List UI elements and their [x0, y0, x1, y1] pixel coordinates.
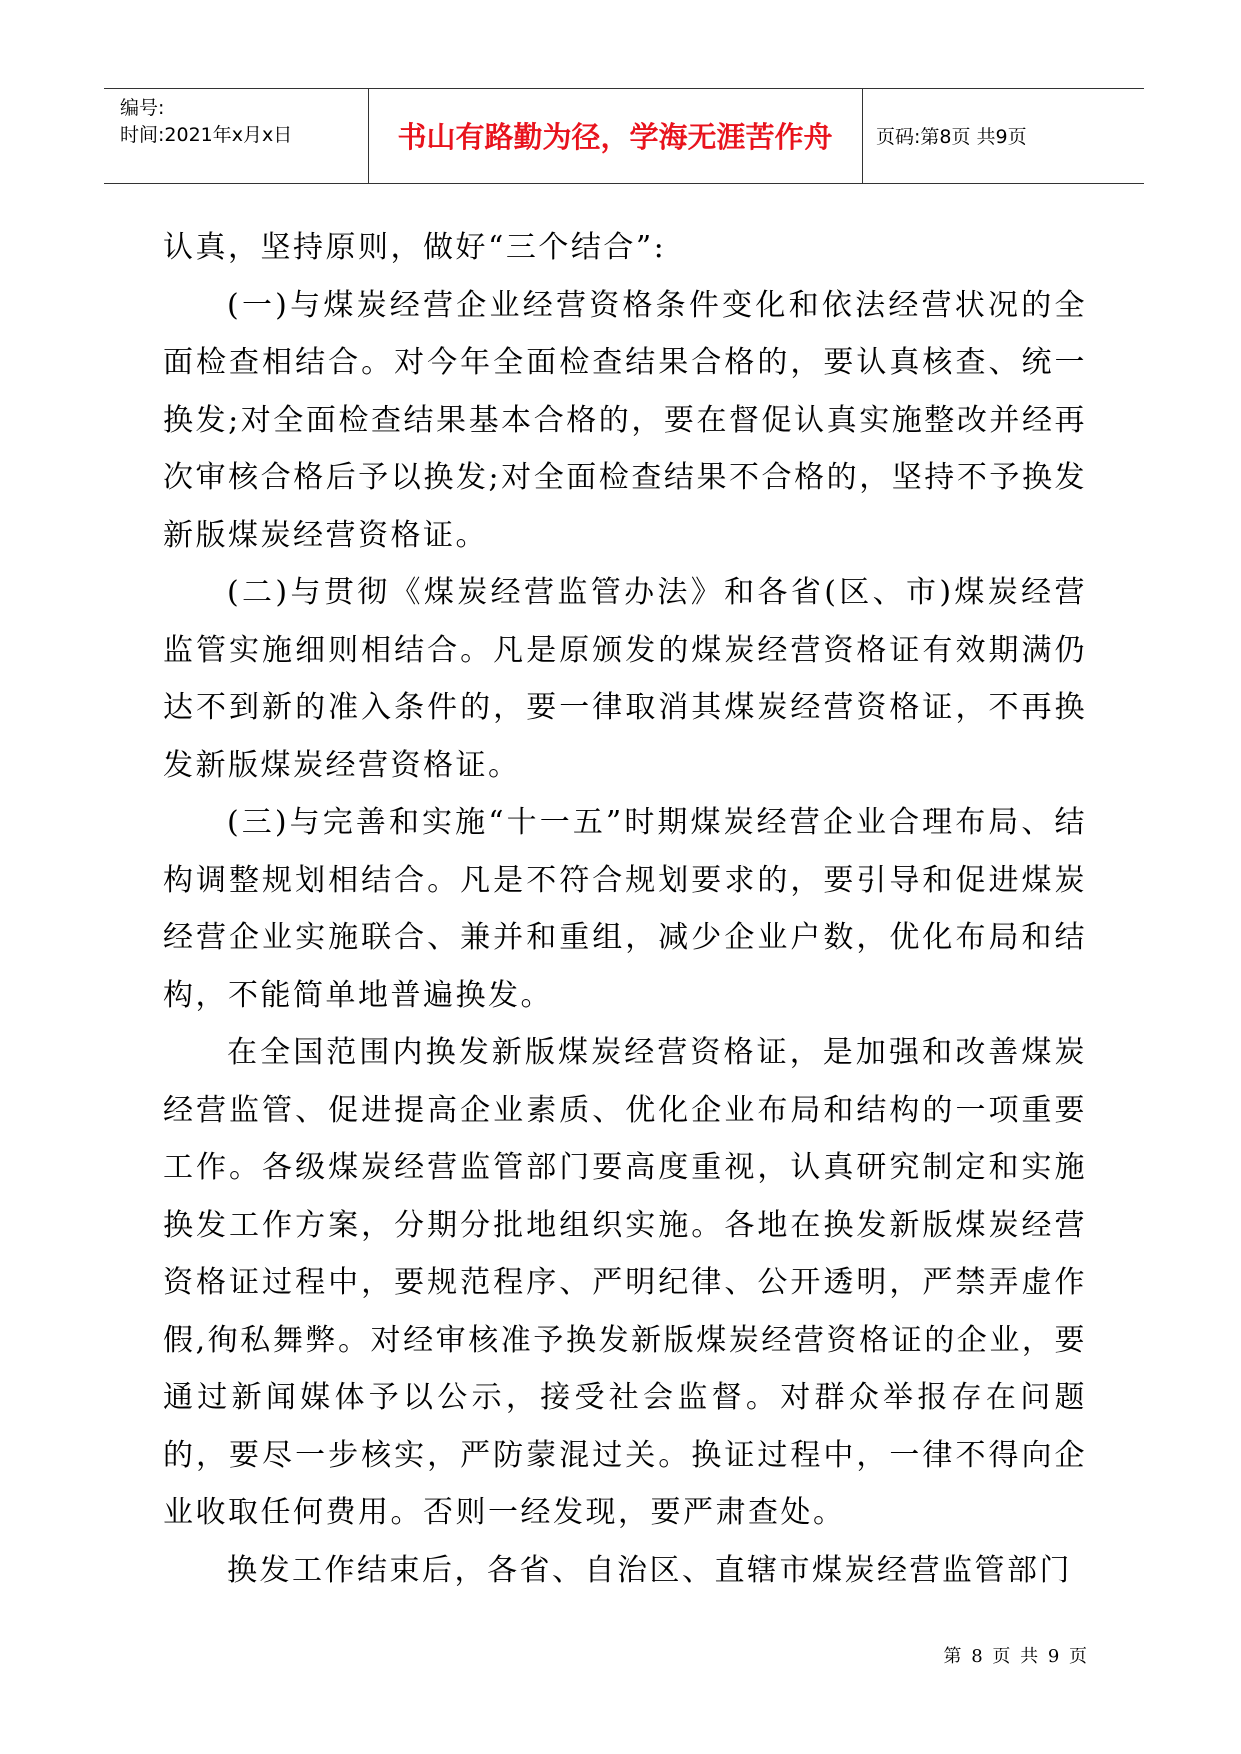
header-divider — [368, 89, 369, 183]
paragraph-6: 换发工作结束后，各省、自治区、直辖市煤炭经营监管部门 — [227, 1552, 1072, 1588]
header-page-label: 页码:第8页 共9页 — [876, 126, 1027, 148]
header-number-label: 编号: — [120, 97, 165, 119]
document-body — [163, 219, 1087, 1599]
header-info — [120, 95, 292, 149]
header-motto: 书山有路勤为径，学海无涯苦作舟 — [397, 120, 833, 154]
paragraph-1: 认真，坚持原则，做好“三个结合”: — [163, 230, 667, 265]
footer-page-number: 第 8 页 共 9 页 — [943, 1646, 1089, 1667]
paragraph-5: 在全国范围内换发新版煤炭经营资格证，是加强和改善煤炭经营监管、促进提高企业素质、优化企业布局和结构的一项重要工作。各级煤炭经营监管部门要高度重视，认真研究制定和实施换发工作方案，分期分批地组织实施。各地在换发新版煤炭经营资格证过程中，要规范程序、严明纪律、公开透明，严禁弄虚作假,徇私舞弊。对经审核准予换发新版煤炭经营资格证的企业，要通过新闻媒体予以公示，接受社会监督。对群众举报存在问题的，要尽一步核实，严防蒙混过关。换证过程中，一律不得向企业收取任何费用。否则一经发现，要严肃查处。 — [163, 1035, 1087, 1530]
header-time-label: 时间:2021年x月x日 — [120, 124, 293, 146]
paragraph-3: (二)与贯彻《煤炭经营监管办法》和各省(区、市)煤炭经营监管实施细则相结合。凡是原颁发的煤炭经营资格证有效期满仍达不到新的准入条件的，要一律取消其煤炭经营资格证，不再换发新版煤炭经营资格证。 — [163, 575, 1087, 783]
header-table — [104, 88, 1144, 184]
paragraph-2: (一)与煤炭经营企业经营资格条件变化和依法经营状况的全面检查相结合。对今年全面检查结果合格的，要认真核查、统一换发;对全面检查结果基本合格的，要在督促认真实施整改并经再次审核合格后予以换发;对全面检查结果不合格的，坚持不予换发新版煤炭经营资格证。 — [163, 287, 1087, 553]
paragraph-4: (三)与完善和实施“十一五”时期煤炭经营企业合理布局、结构调整规划相结合。凡是不符合规划要求的，要引导和促进煤炭经营企业实施联合、兼并和重组，减少企业户数，优化布局和结构，不能简单地普遍换发。 — [163, 805, 1087, 1013]
header-divider — [862, 89, 863, 183]
